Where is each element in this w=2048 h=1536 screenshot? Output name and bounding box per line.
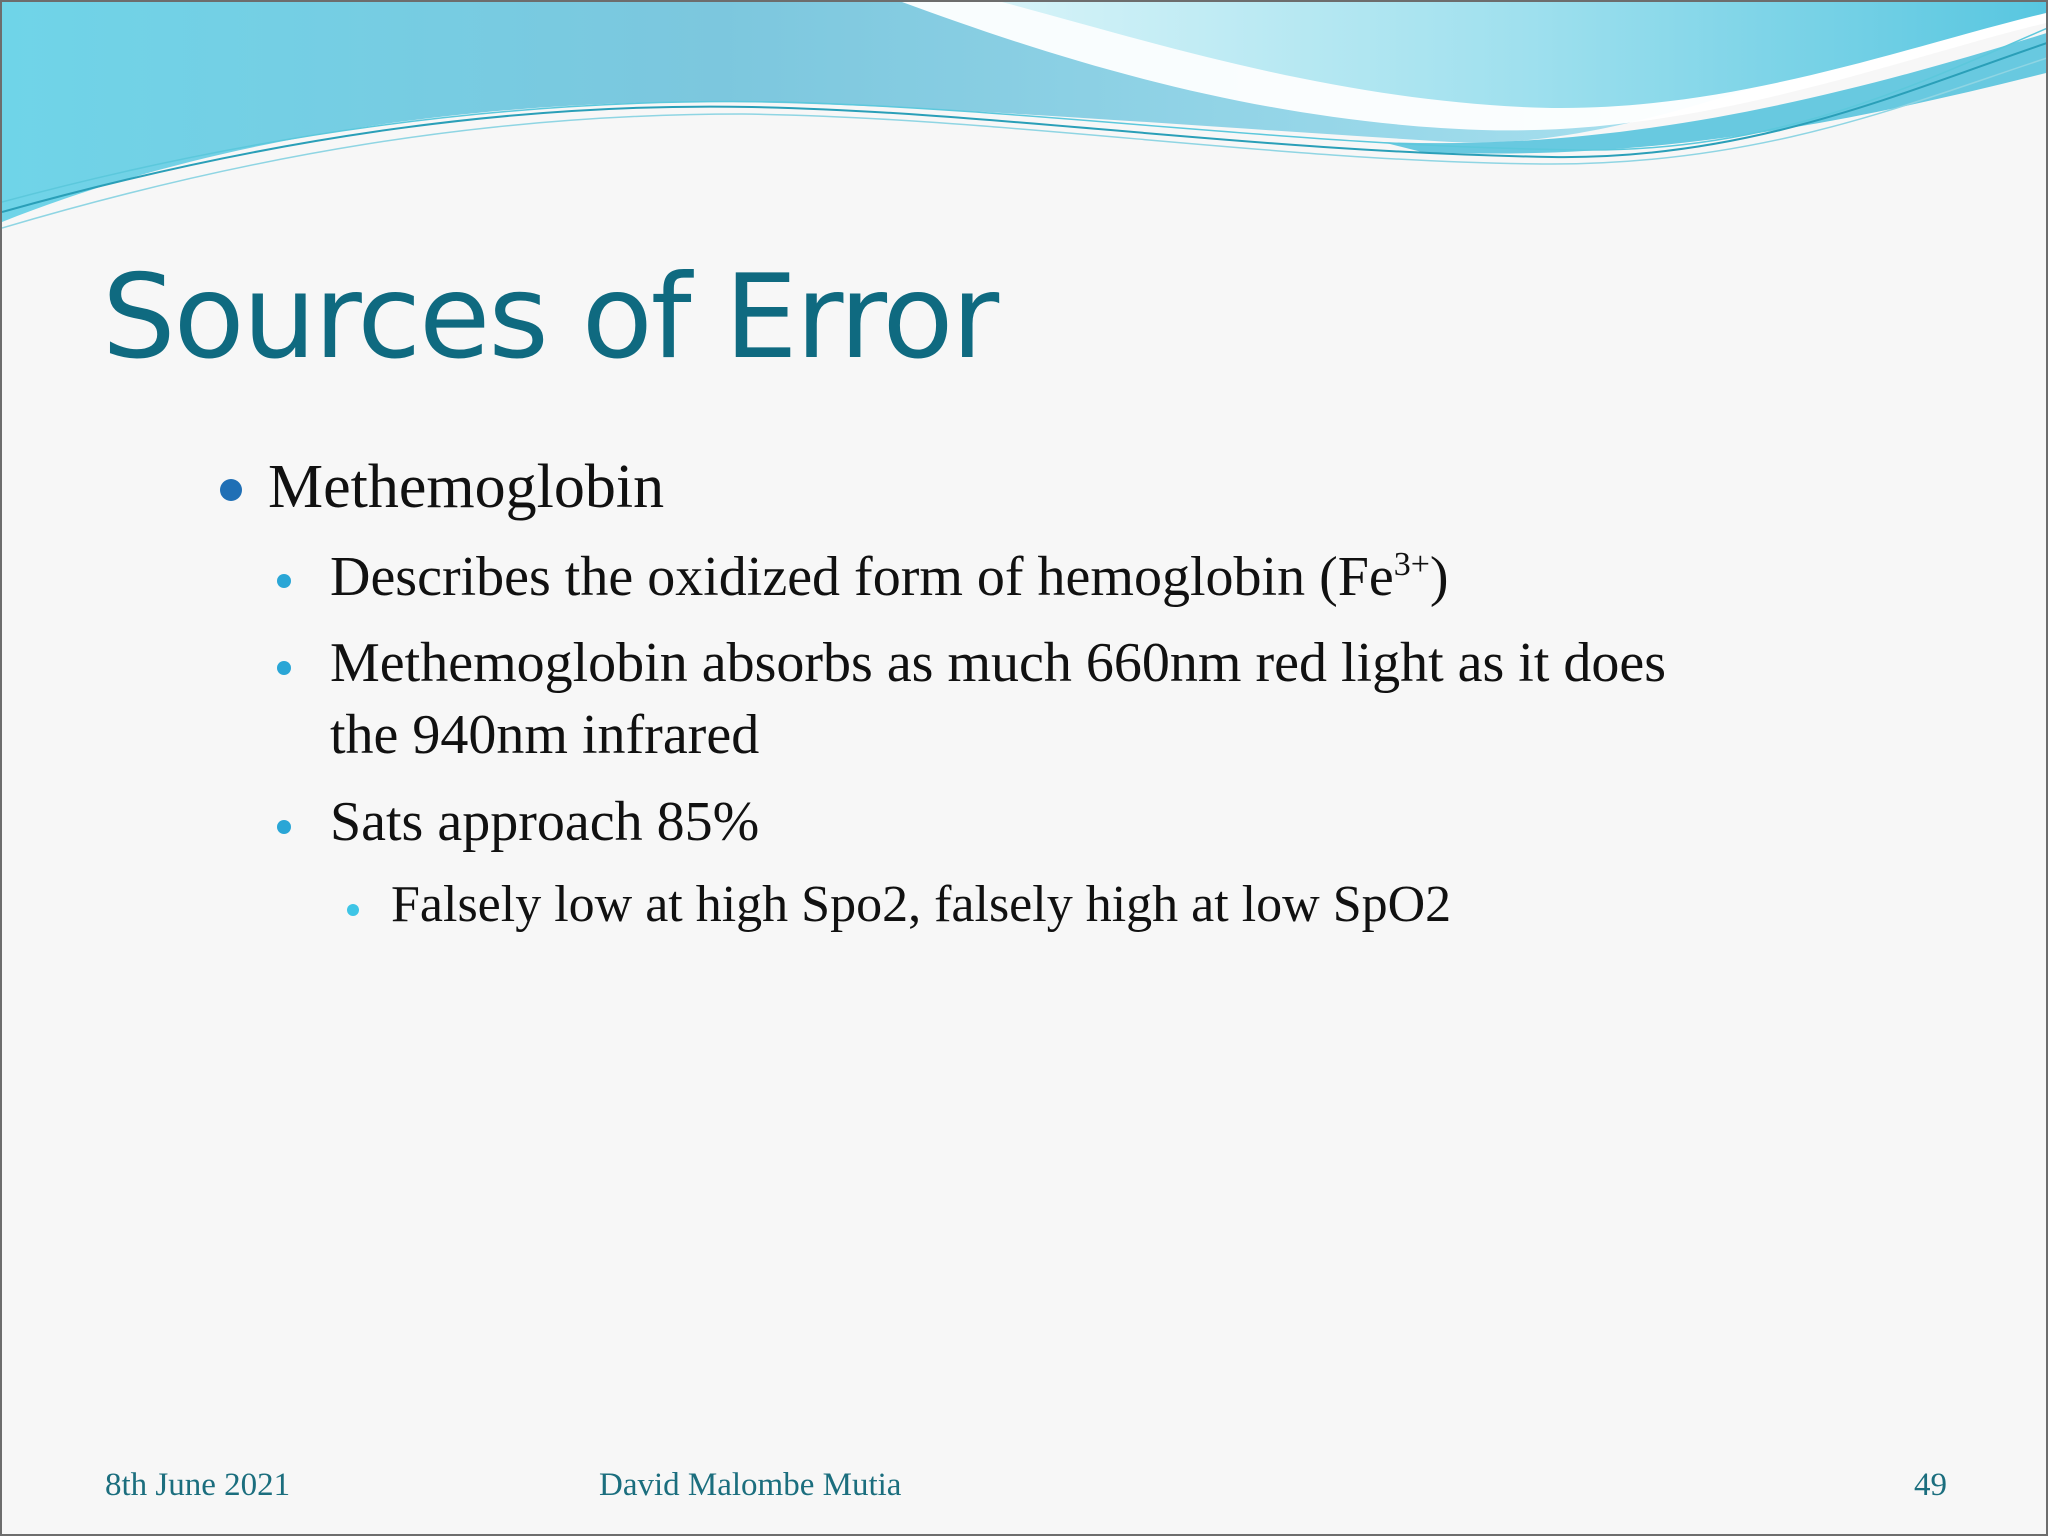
bullet-sats-approach: Sats approach 85%: [330, 791, 760, 853]
bullet-list: [2, 2, 2048, 1536]
bullet-absorbs-line1: Methemoglobin absorbs as much 660nm red light as it does: [330, 632, 1667, 694]
bullet-dot: [277, 574, 291, 588]
bullet-text: Describes the oxidized form of hemoglobin (Fe: [330, 546, 1394, 608]
bullet-falsely-low-high: Falsely low at high Spo2, falsely high at low SpO2: [391, 876, 1452, 933]
slide-title: Sources of Error: [102, 250, 998, 385]
footer-date: 8th June 2021: [105, 1467, 291, 1503]
bullet-dot: [277, 661, 291, 675]
footer-page-number: 49: [1914, 1467, 1947, 1503]
bullet-text-end: ): [1429, 546, 1449, 608]
bullet-absorbs-line2: the 940nm infrared: [330, 704, 760, 766]
superscript-charge: 3+: [1393, 546, 1430, 583]
bullet-methemoglobin: Methemoglobin: [268, 453, 665, 521]
bullet-describes-oxidized-form: [330, 544, 1449, 611]
footer-author: David Malombe Mutia: [599, 1467, 902, 1503]
bullet-dot: [347, 904, 359, 916]
bullet-dot: [277, 820, 291, 834]
bullet-dot: [220, 479, 242, 501]
